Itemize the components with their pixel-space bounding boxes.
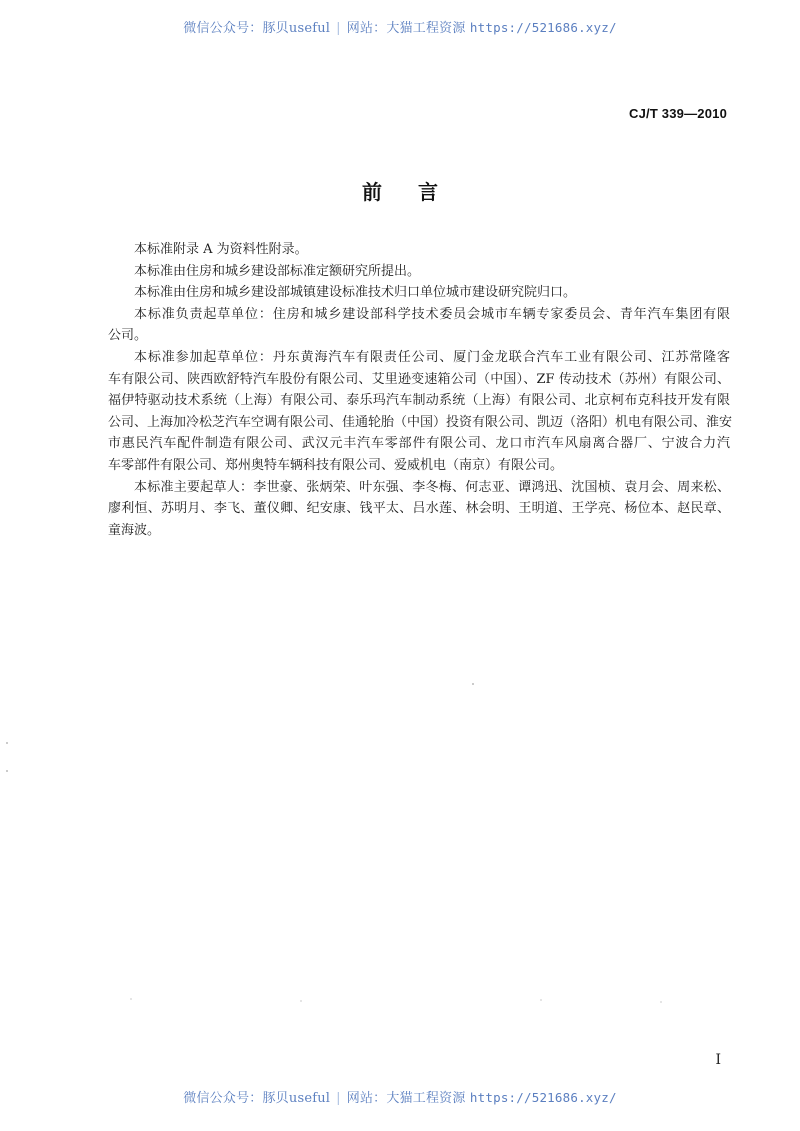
scan-speck xyxy=(540,999,542,1001)
page-title xyxy=(0,176,800,205)
paragraph-line: 廖利恒、苏明月、李飞、董仪卿、纪安康、钱平太、吕水莲、林会明、王明道、王学亮、杨位本、赵民章、 xyxy=(108,501,730,517)
paragraph-line: 福伊特驱动技术系统（上海）有限公司、泰乐玛汽车制动系统（上海）有限公司、北京柯布克科技开发有限 xyxy=(108,393,730,409)
watermark-wechat-label: 微信公众号：豚贝useful xyxy=(183,21,331,36)
paragraph-line: 本标准参加起草单位：丹东黄海汽车有限责任公司、厦门金龙联合汽车工业有限公司、江苏常隆客 xyxy=(134,349,730,365)
paragraph-lead-drafter xyxy=(108,304,730,347)
page-number: I xyxy=(715,1052,721,1068)
scan-speck xyxy=(6,770,8,772)
paragraph-main-drafters xyxy=(108,477,730,542)
watermark-bottom xyxy=(0,1087,800,1106)
paragraph-line: 本标准由住房和城乡建设部标准定额研究所提出。 xyxy=(134,263,421,279)
title-char-2: 言 xyxy=(418,180,438,204)
paragraph-line: 车零部件有限公司、郑州奥特车辆科技有限公司、爱威机电（南京）有限公司。 xyxy=(108,457,564,473)
paragraph-line: 本标准主要起草人：李世豪、张炳荣、叶东强、李冬梅、何志亚、谭鸿迅、沈国桢、袁月会、周来松、 xyxy=(134,479,730,495)
paragraph-line: 本标准负责起草单位：住房和城乡建设部科学技术委员会城市车辆专家委员会、青年汽车集团有限 xyxy=(134,306,730,322)
standard-code: CJ/T 339—2010 xyxy=(629,106,727,121)
scan-speck xyxy=(300,1000,302,1002)
watermark-site-label: 网站：大猫工程资源 xyxy=(346,1091,466,1106)
paragraph-line: 市惠民汽车配件制造有限公司、武汉元丰汽车零部件有限公司、龙口市汽车风扇离合器厂、宁波合力汽 xyxy=(108,436,730,452)
paragraph-proposer xyxy=(108,261,730,283)
foreword-body xyxy=(108,239,733,541)
watermark-wechat-label: 微信公众号：豚贝useful xyxy=(183,1091,331,1106)
scan-speck xyxy=(6,742,8,744)
paragraph-line: 车有限公司、陕西欧舒特汽车股份有限公司、艾里逊变速箱公司（中国）、ZF 传动技术（苏州）有限公司、 xyxy=(108,371,730,387)
scan-speck xyxy=(660,1001,662,1003)
paragraph-line: 本标准由住房和城乡建设部城镇建设标准技术归口单位城市建设研究院归口。 xyxy=(134,285,577,301)
scan-speck xyxy=(472,683,474,685)
paragraph-administrator xyxy=(108,282,730,304)
paragraph-line: 本标准附录 A 为资料性附录。 xyxy=(134,242,308,257)
watermark-top xyxy=(0,17,800,36)
title-char-1: 前 xyxy=(362,180,382,204)
watermark-separator: | xyxy=(336,21,341,36)
paragraph-participating-drafters xyxy=(108,347,733,477)
watermark-site-label: 网站：大猫工程资源 xyxy=(346,21,466,36)
paragraph-line: 童海波。 xyxy=(108,522,161,538)
watermark-url[interactable]: https://521686.xyz/ xyxy=(469,20,617,35)
paragraph-line: 公司、上海加冷松芝汽车空调有限公司、佳通轮胎（中国）投资有限公司、凯迈（洛阳）机电有限公司、淮安 xyxy=(108,414,733,430)
paragraph-appendix xyxy=(108,239,730,261)
watermark-url[interactable]: https://521686.xyz/ xyxy=(469,1090,617,1105)
watermark-separator: | xyxy=(336,1091,341,1106)
paragraph-line: 公司。 xyxy=(108,328,148,344)
scan-speck xyxy=(130,998,132,1000)
